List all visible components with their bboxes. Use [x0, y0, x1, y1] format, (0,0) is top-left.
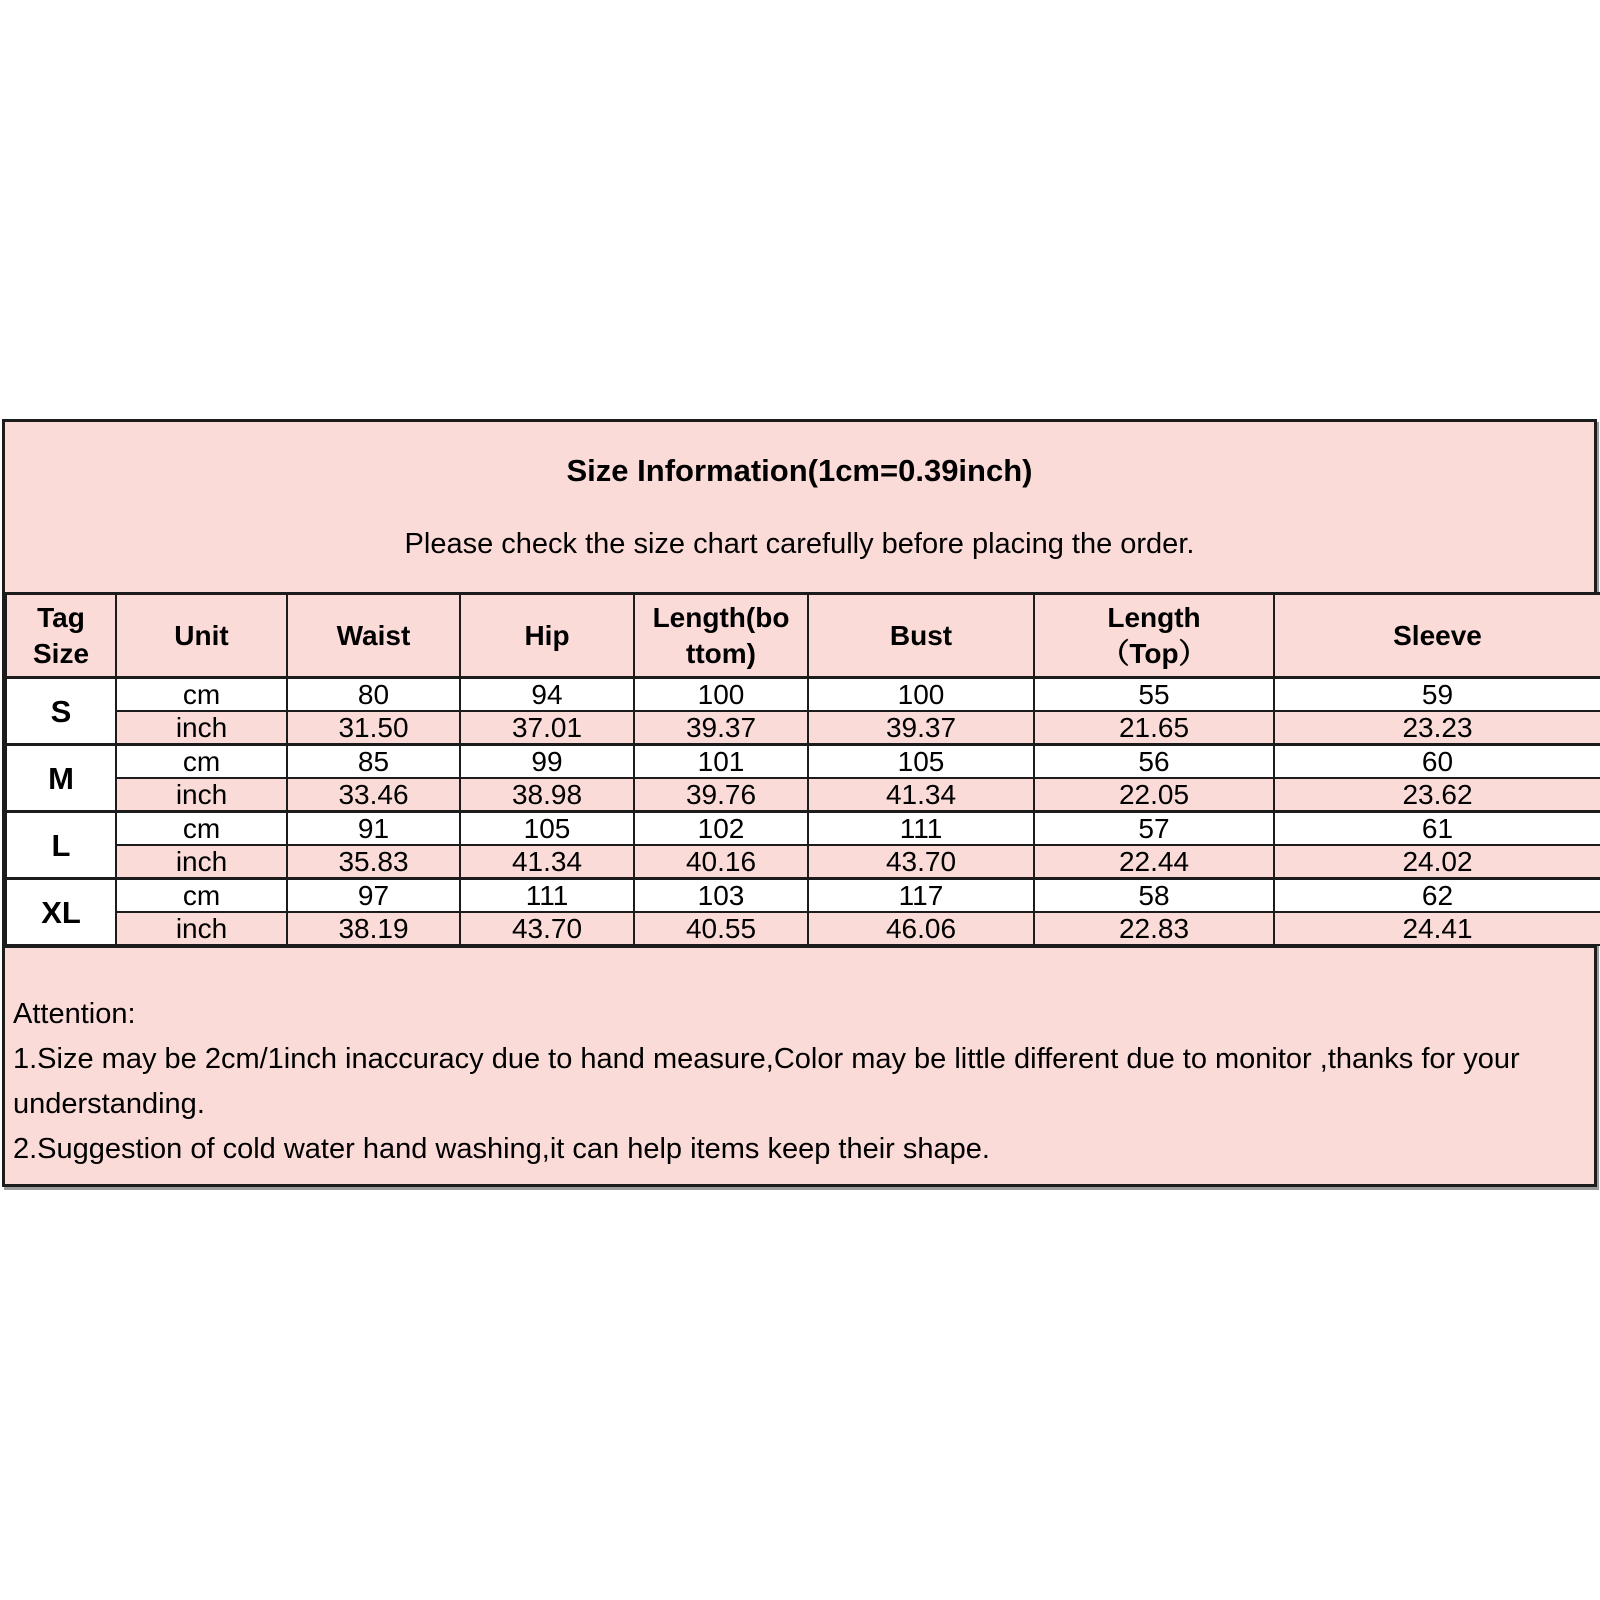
tag-cell-s: S [6, 678, 116, 745]
cell-length-bottom: 100 [634, 678, 808, 712]
col-header-length-bottom-line2: ttom) [686, 637, 756, 669]
col-header-sleeve: Sleeve [1274, 594, 1600, 678]
title-box [5, 422, 1594, 592]
cell-waist: 31.50 [287, 711, 460, 745]
cell-hip: 38.98 [460, 778, 634, 812]
cell-length-bottom: 40.55 [634, 912, 808, 945]
cell-length-bottom: 39.37 [634, 711, 808, 745]
cell-length-top: 21.65 [1034, 711, 1274, 745]
unit-cell: inch [116, 778, 287, 812]
cell-waist: 91 [287, 812, 460, 846]
col-header-hip: Hip [460, 594, 634, 678]
page-subtitle: Please check the size chart carefully before placing the order. [404, 528, 1195, 560]
size-row-xl-cm [6, 879, 1600, 913]
size-row-m-cm [6, 745, 1600, 779]
cell-length-bottom: 101 [634, 745, 808, 779]
cell-sleeve: 24.02 [1274, 845, 1600, 879]
cell-sleeve: 60 [1274, 745, 1600, 779]
unit-cell: cm [116, 678, 287, 712]
cell-length-top: 22.05 [1034, 778, 1274, 812]
attention-box [5, 946, 1594, 1184]
cell-sleeve: 59 [1274, 678, 1600, 712]
col-header-unit: Unit [116, 594, 287, 678]
tag-cell-xl: XL [6, 879, 116, 946]
cell-waist: 38.19 [287, 912, 460, 945]
cell-hip: 41.34 [460, 845, 634, 879]
col-header-tag-line2: Size [32, 637, 90, 669]
cell-length-bottom: 40.16 [634, 845, 808, 879]
cell-sleeve: 23.62 [1274, 778, 1600, 812]
attention-note-2: 2.Suggestion of cold water hand washing,it can help items keep their shape. [13, 1133, 990, 1165]
cell-sleeve: 61 [1274, 812, 1600, 846]
cell-bust: 105 [808, 745, 1034, 779]
cell-length-top: 22.44 [1034, 845, 1274, 879]
cell-length-top: 56 [1034, 745, 1274, 779]
cell-bust: 46.06 [808, 912, 1034, 945]
col-header-length-top-line1: Length [1107, 601, 1201, 633]
header-row [6, 594, 1600, 678]
cell-waist: 97 [287, 879, 460, 913]
cell-bust: 43.70 [808, 845, 1034, 879]
col-header-length-top [1034, 594, 1274, 678]
cell-sleeve: 24.41 [1274, 912, 1600, 945]
tag-cell-l: L [6, 812, 116, 879]
cell-waist: 80 [287, 678, 460, 712]
cell-bust: 111 [808, 812, 1034, 846]
cell-length-bottom: 102 [634, 812, 808, 846]
unit-cell: cm [116, 812, 287, 846]
cell-hip: 37.01 [460, 711, 634, 745]
unit-cell: cm [116, 879, 287, 913]
col-header-length-top-line2: （Top） [1101, 637, 1207, 669]
attention-note-1: 1.Size may be 2cm/1inch inaccuracy due to hand measure,Color may be little different due to monitor ,thanks for your understanding. [13, 1043, 1520, 1120]
cell-length-top: 55 [1034, 678, 1274, 712]
size-chart-sheet [2, 419, 1597, 1187]
cell-hip: 43.70 [460, 912, 634, 945]
col-header-waist: Waist [287, 594, 460, 678]
cell-length-bottom: 103 [634, 879, 808, 913]
cell-bust: 39.37 [808, 711, 1034, 745]
cell-length-top: 22.83 [1034, 912, 1274, 945]
cell-waist: 35.83 [287, 845, 460, 879]
col-header-tag-line1: Tag [37, 601, 85, 633]
col-header-length-bottom-line1: Length(bo [652, 601, 790, 633]
cell-waist: 85 [287, 745, 460, 779]
unit-cell: inch [116, 711, 287, 745]
unit-cell: inch [116, 912, 287, 945]
cell-hip: 105 [460, 812, 634, 846]
unit-cell: cm [116, 745, 287, 779]
cell-sleeve: 23.23 [1274, 711, 1600, 745]
cell-hip: 111 [460, 879, 634, 913]
cell-length-bottom: 39.76 [634, 778, 808, 812]
size-row-xl-inch [6, 912, 1600, 945]
cell-bust: 41.34 [808, 778, 1034, 812]
tag-cell-m: M [6, 745, 116, 812]
size-row-l-cm [6, 812, 1600, 846]
page-title: Size Information(1cm=0.39inch) [566, 453, 1033, 488]
size-row-l-inch [6, 845, 1600, 879]
cell-bust: 100 [808, 678, 1034, 712]
cell-hip: 94 [460, 678, 634, 712]
cell-waist: 33.46 [287, 778, 460, 812]
size-row-m-inch [6, 778, 1600, 812]
col-header-bust: Bust [808, 594, 1034, 678]
cell-length-top: 58 [1034, 879, 1274, 913]
col-header-tag-size [6, 594, 116, 678]
cell-hip: 99 [460, 745, 634, 779]
cell-bust: 117 [808, 879, 1034, 913]
unit-cell: inch [116, 845, 287, 879]
attention-heading: Attention: [13, 998, 136, 1030]
size-table [5, 592, 1600, 946]
cell-length-top: 57 [1034, 812, 1274, 846]
col-header-length-bottom [634, 594, 808, 678]
size-row-s-inch [6, 711, 1600, 745]
cell-sleeve: 62 [1274, 879, 1600, 913]
size-row-s-cm [6, 678, 1600, 712]
